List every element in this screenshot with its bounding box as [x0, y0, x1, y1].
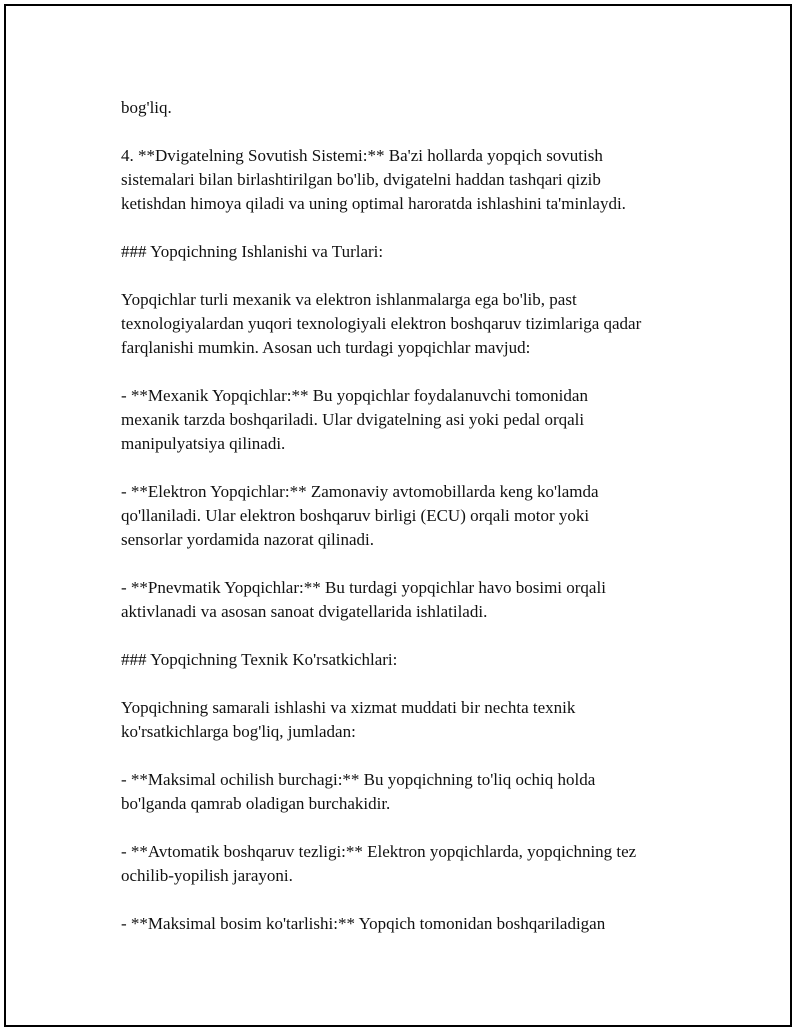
list-item-max-angle: - **Maksimal ochilish burchagi:** Bu yopqichning to'liq ochiq holda bo'lganda qamrab oladigan burchakidir. [121, 770, 596, 813]
paragraph-types-intro: Yopqichlar turli mexanik va elektron ishlanmalarga ega bo'lib, past texnologiyalardan yuqori texnologiyali elektron boshqaruv tizimlariga qadar farqlanishi mumkin. Asosan uch turdagi yopqichlar mavjud: [121, 290, 642, 357]
document-body [121, 96, 721, 960]
section-heading-specs: ### Yopqichning Texnik Ko'rsatkichlari: [121, 650, 398, 669]
list-item-electronic: - **Elektron Yopqichlar:** Zamonaviy avtomobillarda keng ko'lamda qo'llaniladi. Ular elektron boshqaruv birligi (ECU) orqali motor yoki sensorlar yordamida nazorat qilinadi. [121, 482, 599, 549]
list-item-pneumatic: - **Pnevmatik Yopqichlar:** Bu turdagi yopqichlar havo bosimi orqali aktivlanadi va asosan sanoat dvigatellarida ishlatiladi. [121, 578, 606, 621]
list-item-mechanical: - **Mexanik Yopqichlar:** Bu yopqichlar foydalanuvchi tomonidan mexanik tarzda boshqariladi. Ular dvigatelning asi yoki pedal orqali manipulyatsiya qilinadi. [121, 386, 588, 453]
paragraph-specs-intro: Yopqichning samarali ishlashi va xizmat muddati bir nechta texnik ko'rsatkichlarga bog'liq, jumladan: [121, 698, 576, 741]
list-item-max-pressure: - **Maksimal bosim ko'tarlishi:** Yopqich tomonidan boshqariladigan [121, 914, 606, 933]
document-page [4, 4, 792, 1027]
list-item-control-speed: - **Avtomatik boshqaruv tezligi:** Elektron yopqichlarda, yopqichning tez ochilib-yopilish jarayoni. [121, 842, 637, 885]
list-item-cooling-system: 4. **Dvigatelning Sovutish Sistemi:** Ba'zi hollarda yopqich sovutish sistemalari bilan birlashtirilgan bo'lib, dvigatelni haddan tashqari qizib ketishdan himoya qiladi va uning optimal haroratda ishlashini ta'minlaydi. [121, 146, 626, 213]
paragraph-continuation: bog'liq. [121, 98, 172, 117]
section-heading-types: ### Yopqichning Ishlanishi va Turlari: [121, 242, 384, 261]
